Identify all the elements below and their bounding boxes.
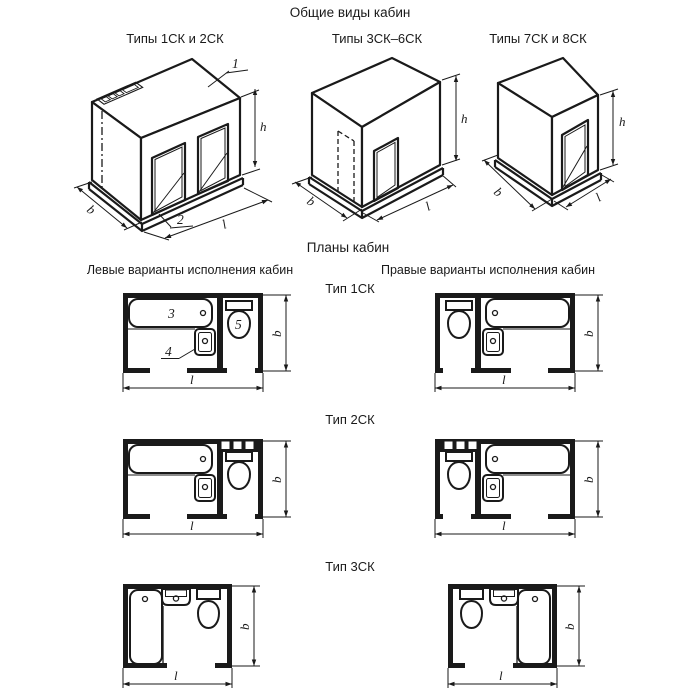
callout-2-label: 2 — [177, 212, 184, 227]
callout-3-label: 3 — [168, 306, 175, 321]
plan-body — [435, 439, 575, 519]
dim-l-label: l — [219, 216, 229, 232]
dim-l — [435, 518, 575, 538]
bathtub-symbol — [128, 445, 212, 475]
dim-b — [263, 295, 291, 371]
dim-h-label: h — [619, 114, 626, 129]
callout-washbasin — [161, 344, 195, 359]
dim-b — [232, 586, 260, 666]
dim-b-label: b — [237, 623, 252, 630]
dim-l — [448, 668, 557, 688]
subtitle-types-7sk-8sk: Типы 7СК и 8СК — [489, 31, 587, 46]
washbasin-symbol — [195, 329, 215, 355]
toilet-symbol — [226, 452, 252, 489]
type-3sk-label: Тип 3СК — [325, 559, 375, 574]
bathtub-symbol — [486, 445, 570, 475]
plan-type-1sk-right — [427, 288, 612, 400]
plan-body — [123, 439, 263, 519]
plan-body — [123, 584, 232, 668]
plan-type-2sk-left — [115, 434, 300, 546]
general-view-types-7sk-8sk — [481, 53, 661, 228]
plan-body — [435, 293, 575, 373]
toilet-symbol — [446, 452, 472, 489]
callout-5-label: 5 — [235, 317, 242, 332]
dim-l — [123, 668, 232, 688]
left-variants-label: Левые варианты исполнения кабин — [86, 263, 294, 277]
general-view-types-1sk-2sk — [56, 53, 286, 253]
type-1sk-label: Тип 1СК — [325, 281, 375, 296]
dim-b — [575, 441, 603, 517]
dim-b-label: b — [84, 201, 99, 218]
dim-h — [600, 89, 626, 170]
plan-type-1sk-left — [115, 288, 300, 400]
vent-block — [217, 439, 263, 452]
dim-l-label: l — [499, 668, 503, 683]
dim-l-label: l — [190, 372, 194, 387]
callout-1-label: 1 — [232, 56, 239, 71]
washbasin-symbol — [483, 329, 503, 355]
plan-type-2sk-right — [427, 434, 612, 546]
toilet-symbol — [460, 589, 483, 628]
callout-roof — [208, 56, 248, 87]
cabin-box — [312, 58, 440, 207]
bathtub-symbol — [486, 299, 570, 329]
washbasin-symbol — [162, 589, 190, 605]
dim-l-label: l — [422, 198, 433, 214]
dim-b — [557, 586, 585, 666]
dim-l-label: l — [174, 668, 178, 683]
washbasin-symbol — [483, 475, 503, 501]
dim-b-label: b — [304, 193, 319, 210]
dim-l — [435, 372, 575, 392]
dim-l-label: l — [502, 518, 506, 533]
dim-b — [575, 295, 603, 371]
dim-b-label: b — [581, 330, 596, 337]
bathtub-symbol — [130, 590, 163, 664]
dim-l — [123, 518, 263, 538]
washbasin-symbol — [195, 475, 215, 501]
toilet-symbol — [446, 301, 472, 338]
callout-4-label: 4 — [165, 344, 172, 359]
subtitle-types-1sk-2sk: Типы 1СК и 2СК — [126, 31, 224, 46]
type-2sk-label: Тип 2СК — [325, 412, 375, 427]
toilet-symbol — [197, 589, 220, 628]
dim-l-label: l — [592, 189, 604, 205]
vent-block — [435, 439, 481, 452]
plan-body — [123, 293, 263, 373]
subtitle-types-3sk-6sk: Типы 3СК–6СК — [331, 31, 423, 46]
dim-l-label: l — [190, 518, 194, 533]
dim-l-label: l — [502, 372, 506, 387]
dim-l — [123, 372, 263, 392]
washbasin-symbol — [490, 589, 518, 605]
plan-body — [448, 584, 557, 668]
dim-h — [241, 89, 267, 175]
bathtub-symbol — [517, 590, 550, 664]
plan-type-3sk-left — [115, 578, 275, 700]
dim-b-label: b — [269, 330, 284, 337]
dim-h-label: h — [260, 119, 267, 134]
dim-b — [263, 441, 291, 517]
dim-h — [442, 74, 468, 165]
plan-type-3sk-right — [440, 578, 600, 700]
dim-b-label: b — [562, 623, 577, 630]
dim-h-label: h — [461, 111, 468, 126]
dim-b-label: b — [269, 476, 284, 483]
general-views-title: Общие виды кабин — [289, 5, 411, 20]
general-view-types-3sk-6sk — [286, 53, 476, 233]
plans-title: Планы кабин — [306, 240, 390, 255]
right-variants-label: Правые варианты исполнения кабин — [380, 263, 596, 277]
dim-b-label: b — [490, 184, 506, 200]
dim-b-label: b — [581, 476, 596, 483]
